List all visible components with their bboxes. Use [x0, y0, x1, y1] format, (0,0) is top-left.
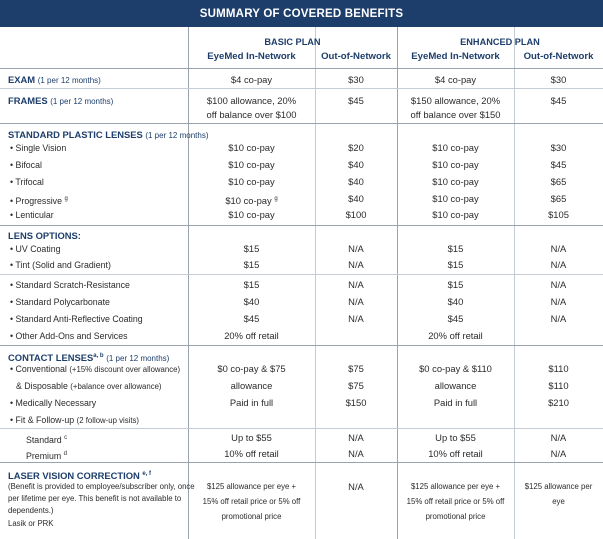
contact-fit-followup-label: • Fit & Follow-up (2 follow-up visits): [10, 415, 140, 425]
lens-trifocal-basic-out: $40: [348, 176, 364, 187]
contact-medically-enhanced-in: Paid in full: [433, 397, 478, 408]
option-anti-reflective-basic-out: N/A: [348, 313, 364, 324]
contact-disposable-enhanced-in: allowance: [434, 380, 477, 391]
contact-standard-label: Standard $^c$: [26, 434, 68, 445]
exam-basic-in: $4 co-pay: [230, 74, 273, 85]
row-divider: [0, 225, 603, 226]
frames-enhanced-in-line2: off balance over $150: [410, 109, 501, 120]
col-enhanced-out-network: Out-of-Network: [523, 51, 594, 62]
option-scratch-basic-out: N/A: [348, 279, 364, 290]
option-other-enhanced-in: 20% off retail: [428, 330, 483, 341]
exam-basic-out: $30: [348, 74, 364, 85]
lens-bifocal-enhanced-out: $45: [550, 159, 567, 170]
lens-bifocal-basic-in: $10 co-pay: [228, 159, 275, 170]
option-polycarbonate-enhanced-out: N/A: [550, 296, 567, 307]
option-scratch-basic-in: $15: [243, 279, 260, 290]
lens-bifocal-basic-out: $40: [348, 159, 364, 170]
option-other-basic-in: 20% off retail: [224, 330, 279, 341]
lens-options-label: LENS OPTIONS:: [8, 230, 81, 241]
laser-enhanced-out-line2: eye: [552, 497, 565, 506]
option-polycarbonate-basic-in: $40: [243, 296, 260, 307]
frames-enhanced-out: $45: [550, 95, 567, 106]
frames-basic-in-line2: off balance over $100: [206, 109, 297, 120]
basic-plan-header: BASIC PLAN: [264, 37, 321, 47]
lens-lenticular-label: • Lenticular: [10, 210, 54, 220]
lens-progressive-basic-in: $10 co-pay $^g$: [225, 195, 278, 207]
laser-vision-label: LASER VISION CORRECTION $^{e, f}$: [8, 470, 152, 482]
lens-lenticular-enhanced-out: $105: [548, 209, 569, 220]
lenses-section-label: STANDARD PLASTIC LENSES (1 per 12 months): [8, 129, 209, 140]
option-polycarbonate-enhanced-in: $40: [447, 296, 464, 307]
lens-single-vision-enhanced-in: $10 co-pay: [432, 142, 479, 153]
lens-progressive-label: • Progressive $^g$: [10, 195, 68, 206]
option-scratch-enhanced-out: N/A: [550, 279, 567, 290]
enhanced-plan-header: ENHANCED PLAN: [460, 37, 540, 47]
laser-basic-out: N/A: [348, 481, 364, 492]
lens-single-vision-enhanced-out: $30: [550, 142, 567, 153]
laser-enhanced-in-line2: 15% off retail price or 5% off: [406, 497, 505, 506]
lens-lenticular-enhanced-in: $10 co-pay: [432, 209, 479, 220]
contact-medically-basic-in: Paid in full: [229, 397, 274, 408]
row-divider: [0, 88, 603, 89]
laser-enhanced-in-line3: promotional price: [425, 512, 486, 521]
option-anti-reflective-enhanced-out: N/A: [550, 313, 567, 324]
laser-enhanced-in-line1: $125 allowance per eye +: [410, 482, 501, 491]
laser-basic-in-line1: $125 allowance per eye +: [206, 482, 297, 491]
option-tint-basic-out: N/A: [348, 259, 364, 270]
lens-bifocal-label: • Bifocal: [10, 160, 42, 170]
exam-enhanced-in: $4 co-pay: [434, 74, 477, 85]
row-divider: [0, 274, 603, 275]
contact-medically-necessary-label: • Medically Necessary: [10, 398, 97, 408]
contact-disposable-basic-in: allowance: [230, 380, 273, 391]
lens-lenticular-basic-out: $100: [345, 209, 367, 220]
frames-basic-out: $45: [348, 95, 364, 106]
frames-label: FRAMES (1 per 12 months): [8, 95, 114, 106]
contact-standard-enhanced-in: Up to $55: [435, 432, 476, 443]
contact-conventional-basic-in: $0 co-pay & $75: [217, 363, 286, 374]
laser-note-line2: per lifetime per eye. This benefit is not available to: [8, 494, 182, 503]
lens-single-vision-label: • Single Vision: [10, 143, 67, 153]
lens-bifocal-enhanced-in: $10 co-pay: [432, 159, 479, 170]
col-basic-out-network: Out-of-Network: [321, 51, 391, 62]
option-polycarbonate-label: • Standard Polycarbonate: [10, 297, 110, 307]
lens-single-vision-basic-out: $20: [348, 142, 364, 153]
contact-premium-label: Premium $^d$: [26, 450, 67, 461]
contact-premium-enhanced-out: N/A: [550, 448, 567, 459]
lens-trifocal-basic-in: $10 co-pay: [228, 176, 275, 187]
option-scratch-enhanced-in: $15: [447, 279, 464, 290]
option-uv-basic-out: N/A: [348, 243, 364, 254]
laser-basic-in-line2: 15% off retail price or 5% off: [202, 497, 301, 506]
contact-conventional-enhanced-out: $110: [548, 363, 569, 374]
laser-note-line3: dependents.): [8, 506, 54, 515]
option-tint-basic-in: $15: [243, 259, 260, 270]
frames-enhanced-in-line1: $150 allowance, 20%: [410, 95, 501, 106]
laser-basic-in-line3: promotional price: [221, 512, 282, 521]
option-anti-reflective-label: • Standard Anti-Reflective Coating: [10, 314, 143, 324]
lens-trifocal-label: • Trifocal: [10, 177, 44, 187]
contact-medically-basic-out: $150: [345, 397, 367, 408]
contact-disposable-label: & Disposable (+balance over allowance): [16, 381, 162, 391]
table-title: SUMMARY OF COVERED BENEFITS: [0, 0, 603, 27]
option-uv-enhanced-in: $15: [447, 243, 464, 254]
option-tint-label: • Tint (Solid and Gradient): [10, 260, 111, 270]
contact-standard-basic-in: Up to $55: [231, 432, 272, 443]
option-uv-basic-in: $15: [243, 243, 260, 254]
option-anti-reflective-enhanced-in: $45: [447, 313, 464, 324]
option-polycarbonate-basic-out: N/A: [348, 296, 364, 307]
option-scratch-label: • Standard Scratch-Resistance: [10, 280, 130, 290]
contact-disposable-basic-out: $75: [348, 380, 364, 391]
lens-single-vision-basic-in: $10 co-pay: [228, 142, 275, 153]
option-other-label: • Other Add-Ons and Services: [10, 331, 128, 341]
row-divider: [0, 68, 603, 69]
contact-disposable-enhanced-out: $110: [548, 380, 569, 391]
frames-basic-in-line1: $100 allowance, 20%: [206, 95, 297, 106]
option-uv-label: • UV Coating: [10, 244, 61, 254]
lens-progressive-enhanced-in: $10 co-pay: [432, 193, 479, 204]
col-enhanced-in-network: EyeMed In-Network: [411, 51, 500, 62]
row-divider: [0, 428, 603, 429]
lens-progressive-basic-out: $40: [348, 193, 364, 204]
contact-premium-basic-in: 10% off retail: [224, 448, 279, 459]
option-tint-enhanced-out: N/A: [550, 259, 567, 270]
laser-enhanced-out-line1: $125 allowance per: [524, 482, 593, 491]
contact-premium-enhanced-in: 10% off retail: [428, 448, 483, 459]
laser-note-line4: Lasik or PRK: [8, 519, 54, 528]
exam-label: EXAM (1 per 12 months): [8, 74, 101, 85]
contact-premium-basic-out: N/A: [348, 448, 364, 459]
contact-standard-enhanced-out: N/A: [550, 432, 567, 443]
contact-conventional-label: • Conventional (+15% discount over allowance): [10, 364, 181, 374]
lens-trifocal-enhanced-out: $65: [550, 176, 567, 187]
laser-note-line1: (Benefit is provided to employee/subscriber only, once: [8, 482, 195, 491]
option-anti-reflective-basic-in: $45: [243, 313, 260, 324]
contact-standard-basic-out: N/A: [348, 432, 364, 443]
lens-trifocal-enhanced-in: $10 co-pay: [432, 176, 479, 187]
lens-lenticular-basic-in: $10 co-pay: [228, 209, 275, 220]
row-divider: [0, 123, 603, 124]
option-uv-enhanced-out: N/A: [550, 243, 567, 254]
exam-enhanced-out: $30: [550, 74, 567, 85]
contact-conventional-enhanced-in: $0 co-pay & $110: [419, 363, 492, 374]
lens-progressive-enhanced-out: $65: [550, 193, 567, 204]
contact-conventional-basic-out: $75: [348, 363, 364, 374]
col-basic-in-network: EyeMed In-Network: [207, 51, 296, 62]
row-divider: [0, 462, 603, 463]
option-tint-enhanced-in: $15: [447, 259, 464, 270]
contact-medically-enhanced-out: $210: [548, 397, 569, 408]
row-divider: [0, 345, 603, 346]
contact-lenses-label: CONTACT LENSES$^{a, b}$ (1 per 12 months): [8, 352, 170, 364]
